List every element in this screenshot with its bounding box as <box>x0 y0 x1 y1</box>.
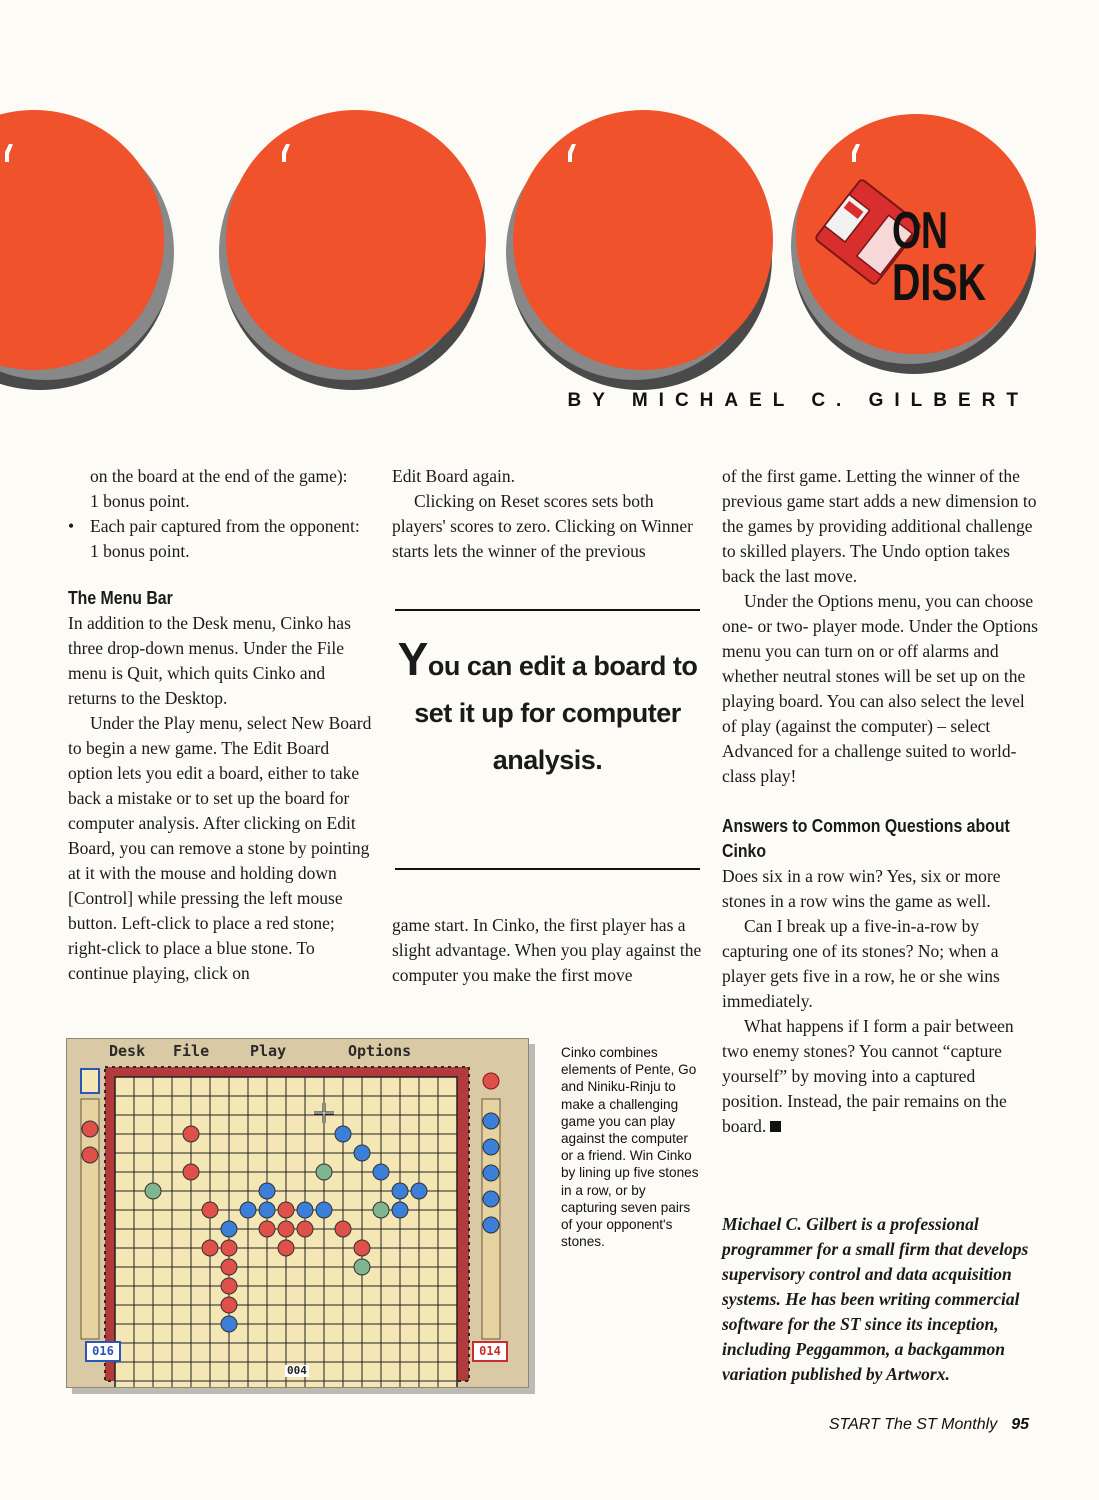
blue-stone <box>259 1202 275 1218</box>
column-1 <box>68 464 378 986</box>
paragraph: of the first game. Letting the winner of the previous game start adds a new dimension to the games by providing additional challenge to skilled players. The Undo option takes back the last move. <box>722 466 1037 586</box>
red-stone <box>221 1259 237 1275</box>
red-stone <box>202 1202 218 1218</box>
figure-caption: Cinko combines elements of Pente, Go and Niniku-Rinju to make a challenging game you can play against the computer or a friend. Win Cinko by lining up five stones in a row, or by capturing seven pairs of your opponent's stones. <box>561 1045 699 1250</box>
paragraph: game start. In Cinko, the first player has a slight advantage. When you play against the computer you make the first move <box>392 915 702 985</box>
captured-blue-stone <box>483 1217 499 1233</box>
paragraph: Clicking on Reset scores sets both players' scores to zero. Clicking on Winner starts lets the winner of the previous <box>392 491 694 561</box>
blue-stone <box>392 1202 408 1218</box>
blue-stone <box>392 1183 408 1199</box>
move-counter: 004 <box>287 1364 307 1377</box>
paragraph <box>722 1014 1040 1139</box>
pull-quote-drop-letter: Y <box>397 633 428 685</box>
red-turn-stone <box>483 1073 499 1089</box>
red-stone <box>354 1240 370 1256</box>
page-footer <box>829 1416 1029 1434</box>
paragraph: Edit Board again. <box>392 466 515 486</box>
menu-play[interactable]: Play <box>250 1042 287 1060</box>
red-stone <box>202 1240 218 1256</box>
paragraph: Can I break up a five-in-a-row by capturing one of its stones? No; when a player gets five in a row, he or she wins immediately. <box>722 916 1000 1011</box>
red-stone <box>221 1297 237 1313</box>
red-score-counter: 014 <box>472 1341 508 1362</box>
blue-stone <box>297 1202 313 1218</box>
header-artwork <box>0 90 1099 390</box>
pullquote-rule-bottom <box>395 868 700 870</box>
paragraph: In addition to the Desk menu, Cinko has three drop-down menus. Under the File menu is Quit, which quits Cinko and returns to the Desktop. <box>68 613 351 708</box>
red-ball-1 <box>0 110 174 390</box>
blue-stone <box>354 1145 370 1161</box>
captured-blue-stone <box>483 1139 499 1155</box>
red-stone <box>221 1278 237 1294</box>
pull-quote-text: ou can edit a board to set it up for computer analysis. <box>414 651 698 775</box>
captured-blue-stone <box>483 1165 499 1181</box>
red-stone <box>221 1240 237 1256</box>
badge-disk: DISK <box>892 254 987 312</box>
neutral-stone <box>145 1183 161 1199</box>
blue-stone <box>240 1202 256 1218</box>
neutral-stone <box>354 1259 370 1275</box>
publication-name: START The ST Monthly <box>828 1416 998 1433</box>
text-line: 1 bonus point. <box>90 491 190 511</box>
blue-stone <box>373 1164 389 1180</box>
column-2-bottom <box>392 913 702 988</box>
bullet-item: • Each pair captured from the opponent: <box>68 514 378 539</box>
captured-red-stone <box>82 1147 98 1163</box>
bullet-item-continued: 1 bonus point. <box>90 541 190 561</box>
paragraph: Under the Play menu, select New Board to begin a new game. The Edit Board option lets you edit a board, either to take back a mistake or to set up the board for computer analysis. After clicking on Edit Board, you can remove a stone by pointing at it with the mouse and holding down [Control] while pressing the left mouse button. Left-click to place a red stone; right-click to place a blue stone. To continue playing, click on <box>68 713 372 983</box>
page-number: 95 <box>1011 1416 1029 1433</box>
red-ball-2 <box>219 110 486 390</box>
blue-stone <box>221 1221 237 1237</box>
end-mark <box>770 1121 781 1132</box>
blue-stone <box>221 1316 237 1332</box>
blue-turn-indicator <box>81 1069 99 1093</box>
paragraph: Does six in a row win? Yes, six or more stones in a row wins the game as well. <box>722 866 1001 911</box>
pullquote-rule-top <box>395 609 700 611</box>
red-stone <box>259 1221 275 1237</box>
game-board <box>67 1039 528 1387</box>
section-heading-menu-bar: The Menu Bar <box>68 588 173 608</box>
section-heading-answers: Answers to Common Questions about <box>722 816 1010 836</box>
author-bio: Michael C. Gilbert is a professional programmer for a small firm that develops supervisory control and data acquisition systems. He has been writing commercial software for the ST since its inception, including Peggammon, a backgammon variation published by Artworx. <box>722 1214 1029 1384</box>
paragraph-text: What happens if I form a pair between two enemy stones? You cannot “capture yourself” by moving into a captured position. Instead, the pair remains on the board. <box>722 1016 1014 1136</box>
byline: BY MICHAEL C. GILBERT <box>567 390 1029 411</box>
badge-on: ON <box>892 202 948 260</box>
blue-score-counter: 016 <box>85 1341 121 1362</box>
section-heading-answers-cont: Cinko <box>722 841 767 861</box>
captured-blue-stone <box>483 1113 499 1129</box>
red-stone <box>335 1221 351 1237</box>
blue-stone <box>335 1126 351 1142</box>
neutral-stone <box>373 1202 389 1218</box>
captured-blue-stone <box>483 1191 499 1207</box>
menu-desk[interactable]: Desk <box>109 1042 146 1060</box>
menu-options[interactable]: Options <box>348 1042 412 1060</box>
red-stone <box>183 1164 199 1180</box>
column-2-top <box>392 464 702 564</box>
text-line: on the board at the end of the game): <box>90 466 348 486</box>
menu-bar <box>67 1039 528 1061</box>
red-stone <box>278 1221 294 1237</box>
game-screenshot <box>66 1038 529 1388</box>
red-stone <box>278 1240 294 1256</box>
pull-quote <box>395 633 700 784</box>
red-stone <box>278 1202 294 1218</box>
red-stone <box>297 1221 313 1237</box>
blue-stone <box>316 1202 332 1218</box>
neutral-stone <box>316 1164 332 1180</box>
blue-stone <box>259 1183 275 1199</box>
red-ball-3 <box>506 110 773 390</box>
captured-red-stone <box>82 1121 98 1137</box>
blue-stone <box>411 1183 427 1199</box>
column-3 <box>722 464 1040 1139</box>
menu-file[interactable]: File <box>173 1042 210 1060</box>
red-stone <box>183 1126 199 1142</box>
paragraph: Under the Options menu, you can choose one- or two- player mode. Under the Options menu you can turn on or off alarms and whether neutral stones will be set up on the playing board. You can also select the level of play (against the computer) – select Advanced for a challenge suited to world-class play! <box>722 591 1038 786</box>
